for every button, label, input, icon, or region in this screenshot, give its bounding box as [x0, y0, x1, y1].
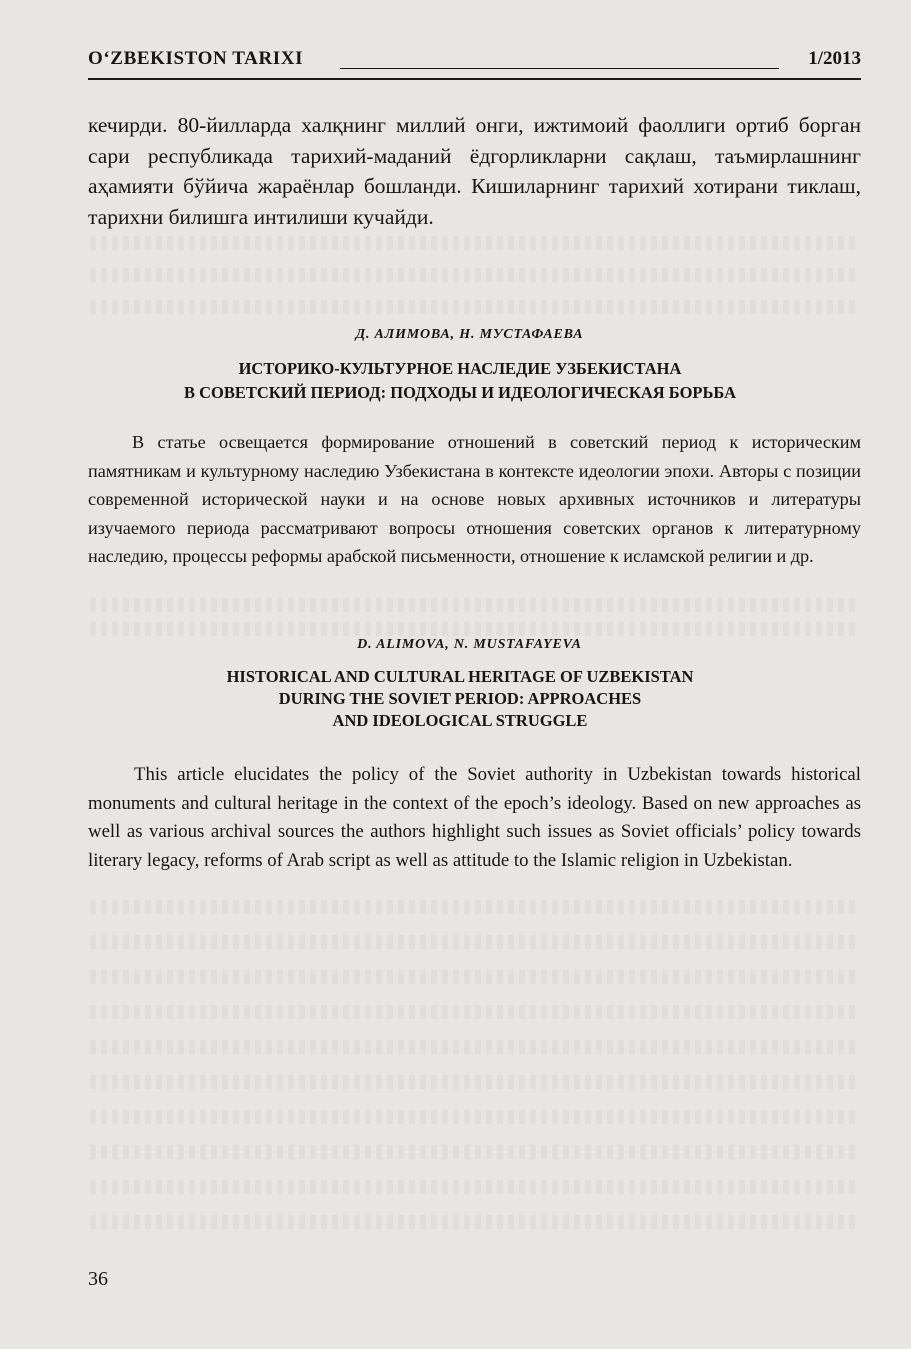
abstract-ru: В статье освещается формирование отношений в советский период к историческим памятникам и культурному наследию Узбекистана в контексте идеологии эпохи. Авторы с позиции современной исторической науки и на основе новых архивных источников и литературы изучаемого периода рассматривают вопросы отношения советских органов к литературному наследию, процессы реформы арабской письменности, отношение к исламской религии и др. — [88, 432, 861, 566]
bleed-through — [90, 1040, 860, 1054]
bleed-through — [90, 300, 860, 314]
bleed-through — [90, 268, 860, 282]
title-line: AND IDEOLOGICAL STRUGGLE — [332, 711, 588, 730]
bleed-through — [90, 1005, 860, 1019]
bleed-through — [90, 1145, 860, 1159]
bleed-through — [90, 1180, 860, 1194]
bleed-through — [90, 1110, 860, 1124]
bleed-through — [90, 935, 860, 949]
title-line: ИСТОРИКО-КУЛЬТУРНОЕ НАСЛЕДИЕ УЗБЕКИСТАНА — [238, 359, 682, 378]
bleed-through — [90, 970, 860, 984]
title-line: HISTORICAL AND CULTURAL HERITAGE OF UZBEKISTAN — [226, 667, 694, 686]
bleed-through — [90, 622, 860, 636]
article-title-en — [60, 666, 860, 732]
abstract-en: This article elucidates the policy of the Soviet authority in Uzbekistan towards historical monuments and cultural heritage in the context of the epoch’s ideology. Based on new approaches as well as various archival sources the authors highlight such issues as Soviet officials’ policy towards literary legacy, reforms of Arab script as well as attitude to the Islamic religion in Uzbekistan. — [88, 764, 861, 871]
title-line: В СОВЕТСКИЙ ПЕРИОД: ПОДХОДЫ И ИДЕОЛОГИЧЕСКАЯ БОРЬБА — [183, 383, 737, 402]
body-paragraph: кечирди. 80-йилларда халқнинг миллий онги, ижтимоий фаоллиги ортиб борган сари республикада тарихий-маданий ёдгорликларни сақлаш, таъмирлашнинг аҳамияти бўйича жараёнлар бошланди. Кишиларнинг тарихий хотирани тиклаш, тарихни билишга интилиши кучайди. — [88, 113, 861, 229]
issue-number: 1/2013 — [808, 48, 861, 69]
bleed-through — [90, 598, 860, 612]
journal-title: O‘ZBEKISTON TARIXI — [88, 48, 304, 69]
bleed-through — [90, 900, 860, 914]
title-line: DURING THE SOVIET PERIOD: APPROACHES — [278, 689, 642, 708]
authors-ru: Д. АЛИМОВА, Н. МУСТАФАЕВА — [355, 327, 584, 342]
bleed-through — [90, 1215, 860, 1229]
page-number: 36 — [88, 1268, 108, 1290]
running-header — [88, 48, 861, 80]
header-rule — [340, 68, 779, 69]
article-title-ru — [60, 357, 860, 405]
bleed-through — [90, 236, 860, 250]
authors-en: D. ALIMOVA, N. MUSTAFAYEVA — [357, 637, 582, 652]
bleed-through — [90, 1075, 860, 1089]
